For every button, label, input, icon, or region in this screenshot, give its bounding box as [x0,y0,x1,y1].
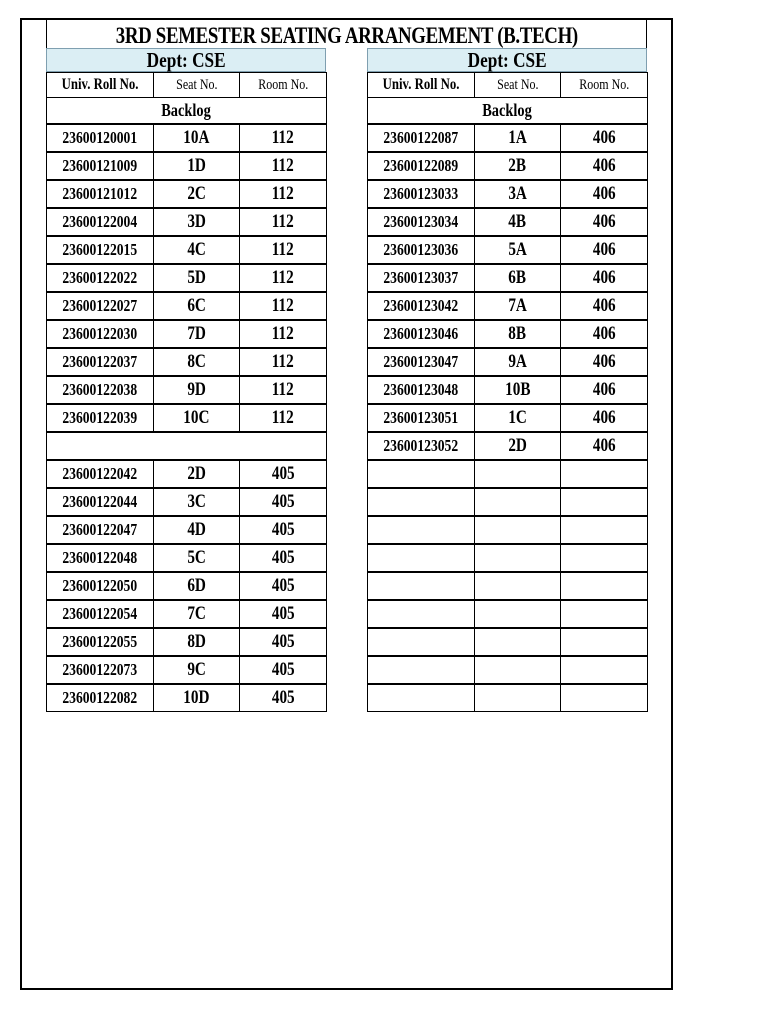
seat-cell: 2C [154,180,240,208]
seat-cell: 2D [475,432,561,460]
seat-cell: 6B [475,264,561,292]
table-row [368,208,648,236]
roll-cell: 23600122030 [47,320,154,348]
seat-cell [475,600,561,628]
roll-cell: 23600123033 [368,180,475,208]
room-cell: 112 [240,376,327,404]
room-cell [561,572,648,600]
room-cell [561,628,648,656]
table-row [368,376,648,404]
table-row [47,460,327,488]
table-row [368,628,648,656]
seat-cell: 10A [154,124,240,152]
roll-cell: 23600122022 [47,264,154,292]
table-row [368,292,648,320]
room-cell [561,488,648,516]
left-dept-label: Dept: CSE [146,47,226,72]
seat-cell: 7A [475,292,561,320]
right-col-header-room: Room No. [561,73,648,98]
table-row [368,488,648,516]
seat-cell [475,572,561,600]
roll-cell [368,488,475,516]
seat-cell: 8C [154,348,240,376]
room-cell: 112 [240,236,327,264]
seat-cell [475,488,561,516]
seat-cell: 10D [154,684,240,712]
seat-cell: 1D [154,152,240,180]
left-col-header-roll: Univ. Roll No. [47,73,154,98]
room-cell: 406 [561,124,648,152]
room-cell: 112 [240,292,327,320]
roll-cell [368,684,475,712]
seat-cell: 5C [154,544,240,572]
seat-cell: 10C [154,404,240,432]
table-row [368,348,648,376]
room-cell: 405 [240,488,327,516]
roll-cell [368,656,475,684]
seat-cell: 5A [475,236,561,264]
table-row [368,432,648,460]
left-col-header-room: Room No. [240,73,327,98]
roll-cell [368,572,475,600]
roll-cell [368,544,475,572]
table-row [47,152,327,180]
room-cell: 112 [240,208,327,236]
table-row [368,236,648,264]
table-row [368,572,648,600]
room-cell: 405 [240,544,327,572]
table-row [368,544,648,572]
room-cell: 406 [561,432,648,460]
room-cell [561,516,648,544]
table-row [47,348,327,376]
table-row [368,152,648,180]
roll-cell: 23600122047 [47,516,154,544]
left-seating-table [46,72,327,712]
seat-cell: 7D [154,320,240,348]
room-cell: 112 [240,404,327,432]
table-row [47,264,327,292]
roll-cell: 23600120001 [47,124,154,152]
seat-cell: 3C [154,488,240,516]
table-row [47,600,327,628]
room-cell: 112 [240,152,327,180]
table-row [368,320,648,348]
roll-cell: 23600123036 [368,236,475,264]
table-row [47,656,327,684]
roll-cell: 23600123042 [368,292,475,320]
room-cell [561,656,648,684]
table-row [47,376,327,404]
table-row [368,404,648,432]
roll-cell: 23600122087 [368,124,475,152]
table-row [368,684,648,712]
right-dept-label: Dept: CSE [467,47,547,72]
room-cell [561,600,648,628]
room-cell: 112 [240,320,327,348]
right-table-body [368,73,648,712]
left-header-row [47,73,327,98]
table-row [368,656,648,684]
right-section-label: Backlog [368,98,648,125]
seat-cell: 1A [475,124,561,152]
seat-cell: 7C [154,600,240,628]
room-cell: 405 [240,684,327,712]
page-title: 3RD SEMESTER SEATING ARRANGEMENT (B.TECH) [115,23,578,48]
room-cell: 405 [240,516,327,544]
table-row [368,180,648,208]
right-dept-header [367,48,647,72]
roll-cell: 23600122015 [47,236,154,264]
roll-cell: 23600122004 [47,208,154,236]
table-row [368,124,648,152]
room-cell: 112 [240,124,327,152]
roll-cell: 23600123052 [368,432,475,460]
seat-cell: 8B [475,320,561,348]
room-cell [561,684,648,712]
room-cell: 405 [240,572,327,600]
left-table-block [46,48,326,712]
room-cell: 406 [561,292,648,320]
roll-cell: 23600123037 [368,264,475,292]
seat-cell: 4C [154,236,240,264]
roll-cell: 23600123051 [368,404,475,432]
table-row [47,572,327,600]
roll-cell [368,628,475,656]
room-cell: 406 [561,152,648,180]
table-row [47,628,327,656]
roll-cell: 23600122050 [47,572,154,600]
roll-cell: 23600123048 [368,376,475,404]
room-cell: 406 [561,236,648,264]
table-row [368,460,648,488]
right-col-header-roll: Univ. Roll No. [368,73,475,98]
roll-cell: 23600122027 [47,292,154,320]
room-cell: 406 [561,320,648,348]
room-cell: 405 [240,628,327,656]
room-cell [561,544,648,572]
left-table-body [47,73,327,712]
seat-cell: 2D [154,460,240,488]
table-row [47,516,327,544]
table-row [47,292,327,320]
left-section-label: Backlog [47,98,327,125]
blank-separator-cell [47,432,327,460]
table-row [47,404,327,432]
seat-cell: 5D [154,264,240,292]
seat-cell: 4D [154,516,240,544]
seat-cell: 9C [154,656,240,684]
roll-cell: 23600122089 [368,152,475,180]
table-row [47,432,327,460]
seat-cell: 6C [154,292,240,320]
table-row [47,208,327,236]
seat-cell [475,516,561,544]
roll-cell: 23600122044 [47,488,154,516]
roll-cell [368,600,475,628]
seat-cell: 2B [475,152,561,180]
roll-cell: 23600122048 [47,544,154,572]
title-bar [46,20,647,48]
seat-cell: 6D [154,572,240,600]
seat-cell [475,544,561,572]
table-row [47,180,327,208]
roll-cell: 23600122042 [47,460,154,488]
roll-cell: 23600123047 [368,348,475,376]
room-cell: 406 [561,376,648,404]
roll-cell: 23600123034 [368,208,475,236]
seat-cell: 3A [475,180,561,208]
seat-cell: 1C [475,404,561,432]
roll-cell: 23600122082 [47,684,154,712]
room-cell: 406 [561,264,648,292]
table-row [47,488,327,516]
room-cell: 112 [240,180,327,208]
seat-cell [475,684,561,712]
seat-cell [475,460,561,488]
seat-cell [475,628,561,656]
table-row [47,544,327,572]
left-section-row [47,98,327,125]
room-cell: 112 [240,348,327,376]
roll-cell [368,516,475,544]
right-col-header-seat: Seat No. [475,73,561,98]
left-dept-header [46,48,326,72]
seat-cell: 8D [154,628,240,656]
table-row [368,600,648,628]
right-header-row [368,73,648,98]
right-table-block [367,48,647,712]
room-cell: 406 [561,208,648,236]
table-row [47,124,327,152]
roll-cell: 23600122037 [47,348,154,376]
table-row [368,264,648,292]
seat-cell: 9A [475,348,561,376]
roll-cell: 23600122038 [47,376,154,404]
room-cell: 405 [240,656,327,684]
seat-cell: 9D [154,376,240,404]
roll-cell: 23600121009 [47,152,154,180]
table-row [47,236,327,264]
room-cell: 112 [240,264,327,292]
right-seating-table [367,72,648,712]
room-cell: 405 [240,460,327,488]
right-section-row [368,98,648,125]
left-col-header-seat: Seat No. [154,73,240,98]
room-cell: 406 [561,180,648,208]
table-row [47,684,327,712]
roll-cell: 23600122054 [47,600,154,628]
room-cell: 406 [561,348,648,376]
room-cell [561,460,648,488]
roll-cell: 23600121012 [47,180,154,208]
table-row [47,320,327,348]
roll-cell: 23600123046 [368,320,475,348]
room-cell: 406 [561,404,648,432]
table-row [368,516,648,544]
roll-cell: 23600122073 [47,656,154,684]
room-cell: 405 [240,600,327,628]
seat-cell: 4B [475,208,561,236]
roll-cell: 23600122055 [47,628,154,656]
seat-cell [475,656,561,684]
seat-cell: 3D [154,208,240,236]
seat-cell: 10B [475,376,561,404]
roll-cell: 23600122039 [47,404,154,432]
roll-cell [368,460,475,488]
